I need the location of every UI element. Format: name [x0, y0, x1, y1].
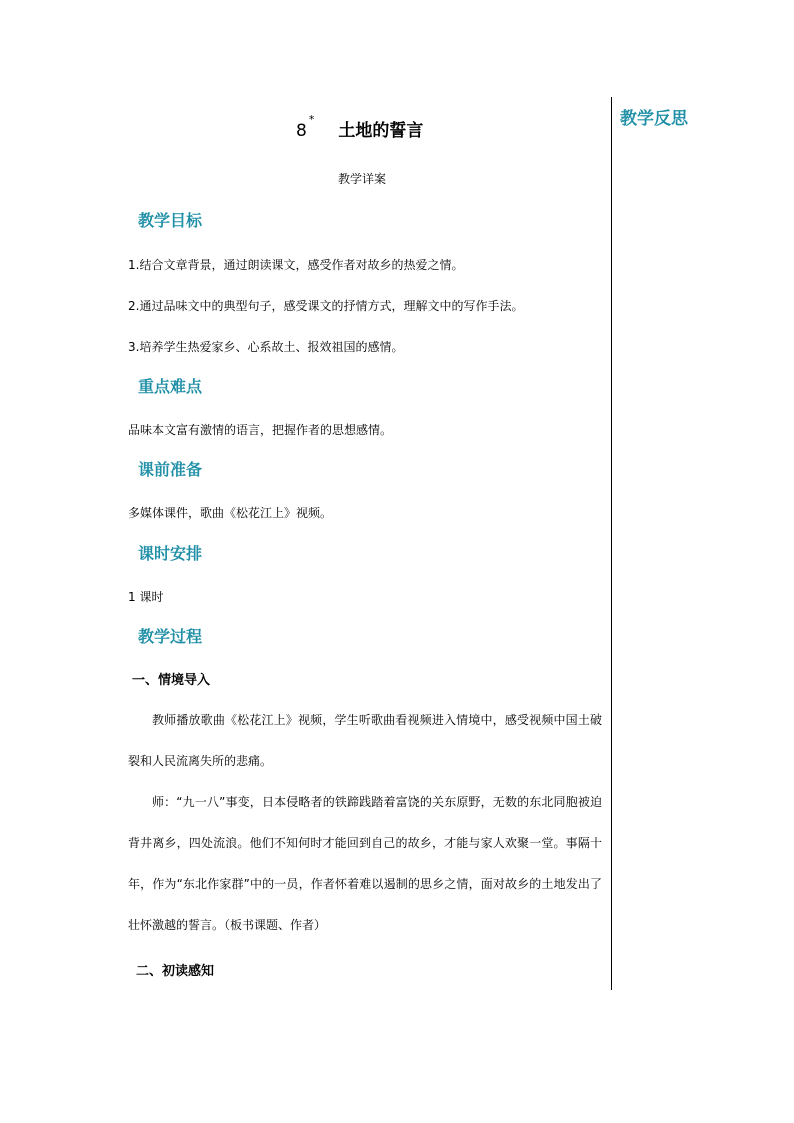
- objective-item-1: 1.结合文章背景，通过朗读课文，感受作者对故乡的热爱之情。: [128, 258, 464, 272]
- heading-preparation: 课前准备: [138, 460, 203, 479]
- step-intro-title: 一、情境导入: [132, 673, 211, 688]
- lesson-mark: *: [308, 113, 315, 127]
- page-title: [296, 113, 424, 141]
- page-subtitle: 教学详案: [338, 172, 387, 186]
- objective-item-3: 3.培养学生热爱家乡、心系故土、报效祖国的感情。: [128, 340, 404, 354]
- column-divider: [611, 97, 612, 990]
- key-points-text: 品味本文富有激情的语言，把握作者的思想感情。: [128, 423, 393, 437]
- intro-paragraph-2: 师：“九一八”事变，日本侵略者的铁蹄践踏着富饶的关东原野，无数的东北同胞被迫背井离乡，四处流浪。他们不知何时才能回到自己的故乡，才能与家人欢聚一堂。事隔十年，作为“东北作家群”中的一员，作者怀着难以遏制的思乡之情，面对故乡的土地发出了壮怀激越的誓言。（板书课题、作者）: [128, 795, 602, 932]
- heading-objectives: 教学目标: [138, 211, 203, 230]
- heading-process: 教学过程: [138, 627, 203, 646]
- heading-schedule: 课时安排: [138, 544, 203, 563]
- intro-paragraph-1: 教师播放歌曲《松花江上》视频，学生听歌曲看视频进入情境中，感受视频中国土破裂和人民流离失所的悲痛。: [128, 713, 602, 768]
- schedule-text: 1 课时: [128, 590, 164, 604]
- preparation-text: 多媒体课件，歌曲《松花江上》视频。: [128, 506, 333, 520]
- heading-key-points: 重点难点: [138, 377, 203, 396]
- reflection-column-title: 教学反思: [620, 109, 688, 129]
- lesson-number: 8: [296, 121, 307, 141]
- objective-item-2: 2.通过品味文中的典型句子，感受课文的抒情方式，理解文中的写作手法。: [128, 299, 524, 313]
- lesson-title: 土地的誓言: [338, 121, 424, 141]
- step-reading-title: 二、初读感知: [136, 964, 215, 979]
